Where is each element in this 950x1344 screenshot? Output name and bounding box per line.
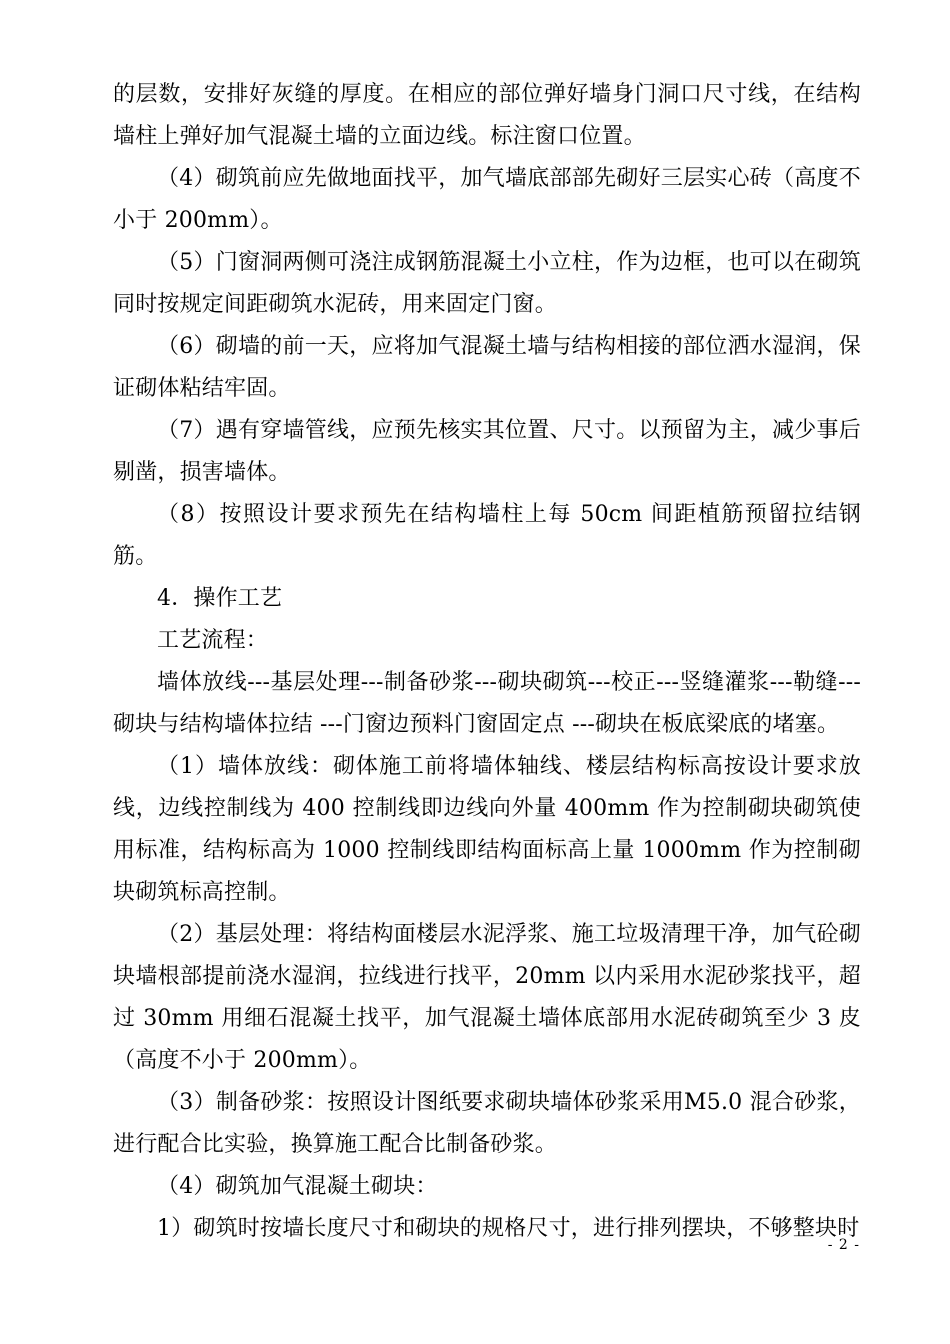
process-flow-heading: 工艺流程： [157,628,269,653]
paragraph-6: （8）按照设计要求预先在结构墙柱上每 50cm 间距植筋预留拉结钢筋。 [113,502,861,569]
paragraph-5: （7）遇有穿墙管线，应预先核实其位置、尺寸。以预留为主，减少事后剔凿，损害墙体。 [113,418,861,485]
document-body [113,74,861,1250]
paragraph-2: （4）砌筑前应先做地面找平，加气墙底部部先砌好三层实心砖（高度不小于 200mm）。 [113,166,861,233]
section-heading: 4．操作工艺 [157,586,283,611]
paragraph-3: （5）门窗洞两侧可浇注成钢筋混凝土小立柱，作为边框，也可以在砌筑同时按规定间距砌筑水泥砖，用来固定门窗。 [113,250,861,317]
paragraph-substep-1: 1）砌筑时按墙长度尺寸和砌块的规格尺寸，进行排列摆块，不够整块时 [157,1216,860,1241]
process-flow: 墙体放线---基层处理---制备砂浆---砌块砌筑---校正---竖缝灌浆---勒缝---砌块与结构墙体拉结 ---门窗边预料门窗固定点 ---砌块在板底梁底的堵塞。 [113,670,861,737]
paragraph-step-1: （1）墙体放线：砌体施工前将墙体轴线、楼层结构标高按设计要求放线，边线控制线为 400 控制线即边线向外量 400mm 作为控制砌块砌筑使用标准，结构标高为 1000 控制线即结构面标高上量 1000mm 作为控制砌块砌筑标高控制。 [113,754,861,905]
paragraph-step-3: （3）制备砂浆：按照设计图纸要求砌块墙体砂浆采用M5.0 混合砂浆，进行配合比实验，换算施工配合比制备砂浆。 [113,1090,861,1157]
page-number: - 2 - [827,1237,860,1253]
paragraph-4: （6）砌墙的前一天，应将加气混凝土墙与结构相接的部位洒水湿润，保证砌体粘结牢固。 [113,334,861,401]
paragraph-step-2: （2）基层处理：将结构面楼层水泥浮浆、施工垃圾清理干净，加气砼砌块墙根部提前浇水湿润，拉线进行找平，20mm 以内采用水泥砂浆找平，超过 30mm 用细石混凝土找平，加气混凝土墙体底部用水泥砖砌筑至少 3 皮（高度不小于 200mm）。 [113,922,861,1073]
paragraph-1: 的层数，安排好灰缝的厚度。在相应的部位弹好墙身门洞口尺寸线，在结构墙柱上弹好加气混凝土墙的立面边线。标注窗口位置。 [113,82,861,149]
paragraph-step-4: （4）砌筑加气混凝土砌块： [157,1174,438,1199]
